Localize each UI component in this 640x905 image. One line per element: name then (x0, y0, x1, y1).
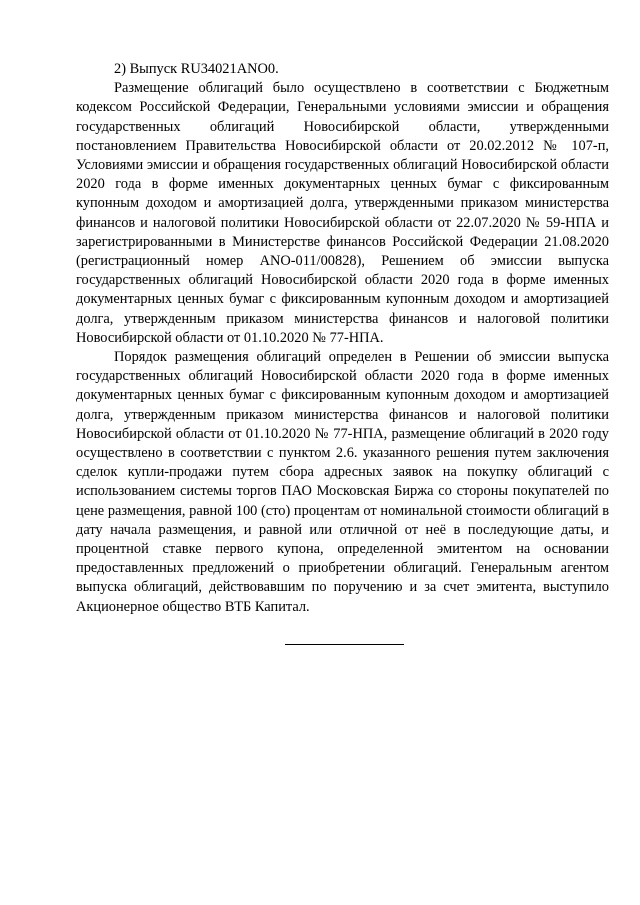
paragraph-placement-basis: Размещение облигаций было осуществлено в соответствии с Бюджетным кодексом Российской Федерации, Генеральными условиями эмиссии и обращения государственных облигаций Новосибирской области, утвержденными постановлением Правительства Новосибирской области от 20.02.2012 № 107-п, Условиями эмиссии и обращения государственных облигаций Новосибирской области 2020 года в форме именных документарных ценных бумаг с фиксированным купонным доходом и амортизацией долга, утвержденными приказом министерства финансов и налоговой политики Новосибирской области от 22.07.2020 № 59-НПА и зарегистрированными в Министерстве финансов Российской Федерации 21.08.2020 (регистрационный номер ANO-011/00828), Решением об эмиссии выпуска государственных облигаций Новосибирской области 2020 года в форме именных документарных ценных бумаг с фиксированным купонным доходом и амортизацией долга, утвержденным приказом министерства финансов и налоговой политики Новосибирской области от 01.10.2020 № 77-НПА. (76, 80, 609, 346)
section-heading: 2) Выпуск RU34021ANO0. (114, 61, 279, 77)
paragraph-placement-procedure: Порядок размещения облигаций определен в Решении об эмиссии выпуска государственных облигаций Новосибирской области 2020 года в форме именных документарных ценных бумаг с фиксированным купонным доходом и амортизацией долга, утвержденным приказом министерства финансов и налоговой политики Новосибирской области от 01.10.2020 № 77-НПА, размещение облигаций в 2020 году осуществлено в соответствии с пунктом 2.6. указанного решения путем заключения сделок купли-продажи путем сбора адресных заявок на покупку облигаций с использованием системы торгов ПАО Московская Биржа со стороны покупателей по цене размещения, равной 100 (сто) процентам от номинальной стоимости облигаций в дату начала размещения, и равной или отличной от неё в последующие даты, и процентной ставке первого купона, определенной эмитентом на основании предоставленных предложений о приобретении облигаций. Генеральным агентом выпуска облигаций, действовавшим по поручению и за счет эмитента, выступило Акционерное общество ВТБ Капитал. (76, 349, 609, 615)
document-body (76, 60, 609, 617)
end-divider-line (285, 644, 404, 645)
